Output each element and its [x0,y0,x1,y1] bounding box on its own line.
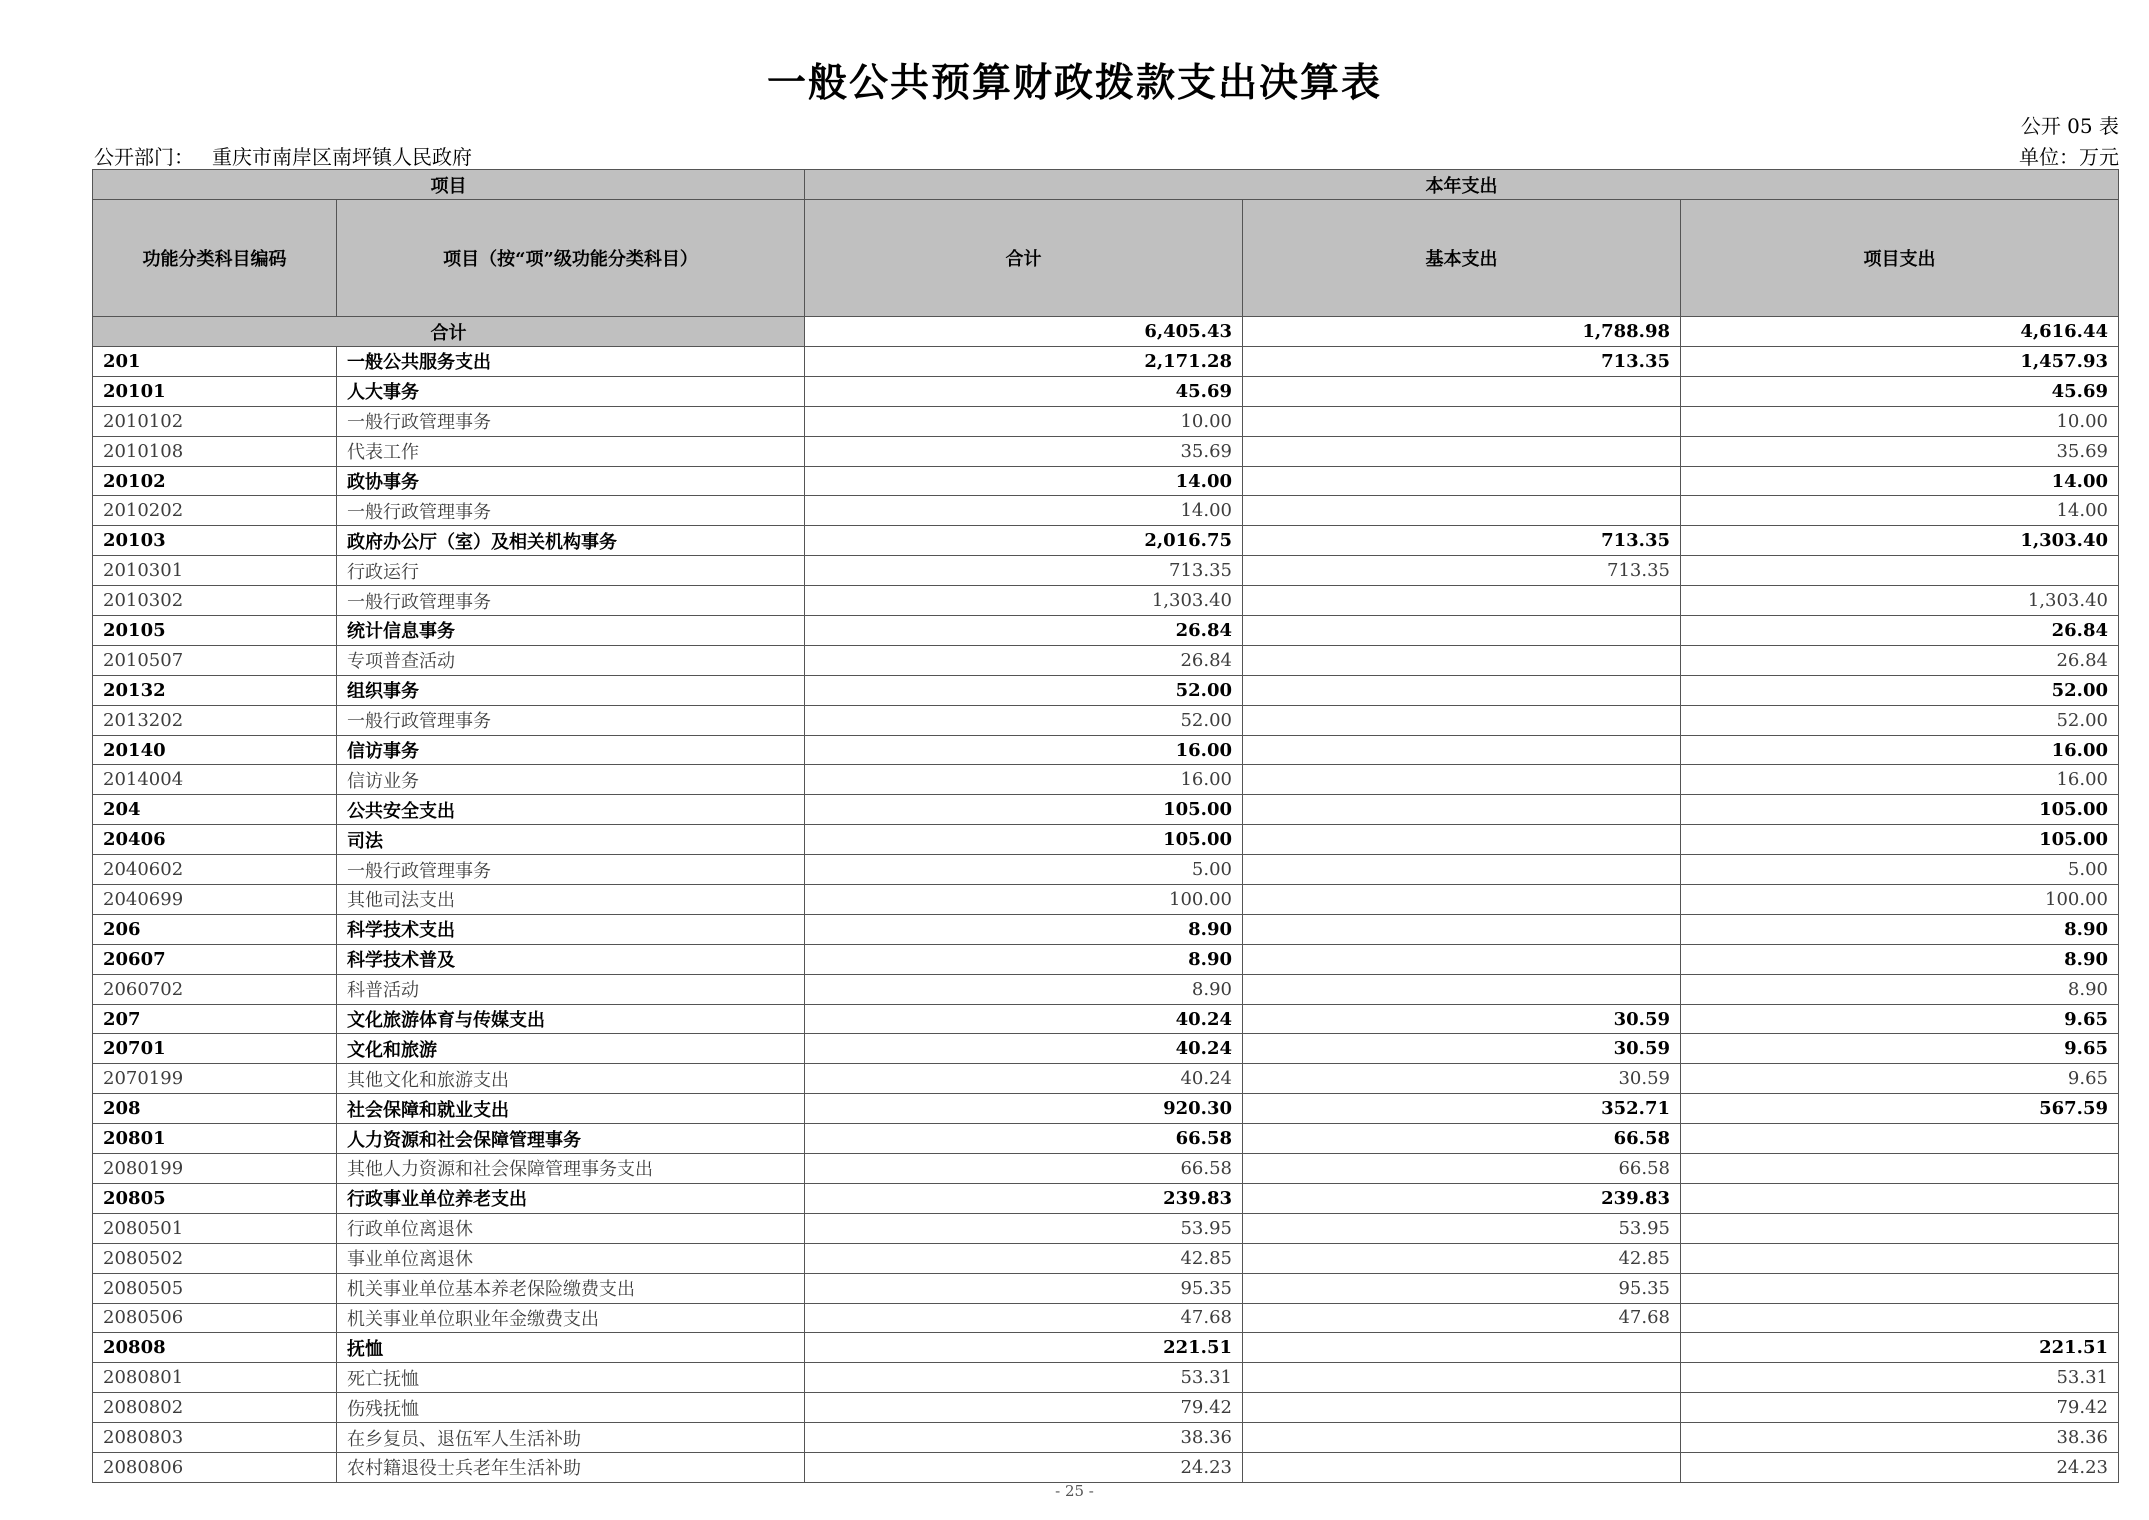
row-project: 105.00 [1681,825,2119,855]
row-name: 行政运行 [337,556,805,586]
row-project: 8.90 [1681,914,2119,944]
row-code: 20406 [93,825,337,855]
row-total: 26.84 [805,616,1243,646]
header-current-year-group: 本年支出 [805,170,2119,200]
row-name: 司法 [337,825,805,855]
row-name: 一般行政管理事务 [337,705,805,735]
row-name: 机关事业单位职业年金缴费支出 [337,1303,805,1333]
row-basic: 713.35 [1243,556,1681,586]
row-total: 105.00 [805,825,1243,855]
table-row [93,1273,2119,1303]
row-project: 1,303.40 [1681,586,2119,616]
row-basic [1243,645,1681,675]
table-row [93,914,2119,944]
table-row [93,705,2119,735]
row-code: 2080801 [93,1363,337,1393]
row-code: 20132 [93,675,337,705]
total-sum: 6,405.43 [805,317,1243,347]
row-total: 221.51 [805,1333,1243,1363]
row-name: 其他文化和旅游支出 [337,1064,805,1094]
table-row [93,556,2119,586]
header-name: 项目（按“项”级功能分类科目） [337,200,805,317]
row-code: 2010108 [93,436,337,466]
table-row [93,376,2119,406]
row-project: 105.00 [1681,795,2119,825]
row-total: 100.00 [805,885,1243,915]
unit-label: 单位：万元 [2019,145,2119,169]
row-project: 567.59 [1681,1094,2119,1124]
row-project: 10.00 [1681,406,2119,436]
row-total: 14.00 [805,466,1243,496]
row-total: 16.00 [805,765,1243,795]
row-project: 1,457.93 [1681,347,2119,377]
row-name: 科学技术支出 [337,914,805,944]
row-total: 45.69 [805,376,1243,406]
row-name: 伤残抚恤 [337,1393,805,1423]
row-total: 8.90 [805,914,1243,944]
row-basic [1243,376,1681,406]
row-project: 35.69 [1681,436,2119,466]
row-basic: 66.58 [1243,1154,1681,1184]
table-row [93,1243,2119,1273]
row-total: 713.35 [805,556,1243,586]
row-total: 40.24 [805,1034,1243,1064]
row-code: 2080806 [93,1452,337,1482]
table-row [93,1363,2119,1393]
row-project: 14.00 [1681,466,2119,496]
row-basic: 30.59 [1243,1004,1681,1034]
row-total: 40.24 [805,1004,1243,1034]
row-code: 2040602 [93,855,337,885]
table-row [93,616,2119,646]
table-row [93,1154,2119,1184]
header-total: 合计 [805,200,1243,317]
row-total: 95.35 [805,1273,1243,1303]
row-project: 9.65 [1681,1034,2119,1064]
row-project: 24.23 [1681,1452,2119,1482]
table-row [93,1124,2119,1154]
row-total: 52.00 [805,705,1243,735]
table-row [93,466,2119,496]
row-basic: 47.68 [1243,1303,1681,1333]
table-row [93,974,2119,1004]
table-row [93,855,2119,885]
row-code: 2080505 [93,1273,337,1303]
row-total: 14.00 [805,496,1243,526]
row-total: 53.31 [805,1363,1243,1393]
row-total: 38.36 [805,1423,1243,1453]
total-row [93,317,2119,347]
row-basic: 42.85 [1243,1243,1681,1273]
row-total: 16.00 [805,735,1243,765]
table-row [93,1004,2119,1034]
header-group-row [93,170,2119,200]
row-total: 42.85 [805,1243,1243,1273]
row-project: 14.00 [1681,496,2119,526]
row-total: 10.00 [805,406,1243,436]
row-name: 人大事务 [337,376,805,406]
row-name: 一般行政管理事务 [337,855,805,885]
row-code: 20103 [93,526,337,556]
row-total: 920.30 [805,1094,1243,1124]
row-basic [1243,974,1681,1004]
row-code: 204 [93,795,337,825]
row-basic [1243,855,1681,885]
row-basic: 239.83 [1243,1183,1681,1213]
row-project: 79.42 [1681,1393,2119,1423]
row-name: 政府办公厅（室）及相关机构事务 [337,526,805,556]
row-code: 2080199 [93,1154,337,1184]
row-total: 8.90 [805,974,1243,1004]
row-code: 2010102 [93,406,337,436]
row-name: 政协事务 [337,466,805,496]
row-total: 2,016.75 [805,526,1243,556]
row-code: 2010302 [93,586,337,616]
row-basic [1243,586,1681,616]
row-code: 2010301 [93,556,337,586]
row-name: 组织事务 [337,675,805,705]
row-basic: 95.35 [1243,1273,1681,1303]
row-total: 26.84 [805,645,1243,675]
row-project: 52.00 [1681,705,2119,735]
table-row [93,765,2119,795]
row-total: 66.58 [805,1124,1243,1154]
row-project: 8.90 [1681,944,2119,974]
row-basic: 53.95 [1243,1213,1681,1243]
page-title: 一般公共预算财政拨款支出决算表 [766,60,1382,106]
table-row [93,406,2119,436]
row-code: 2014004 [93,765,337,795]
row-basic [1243,1333,1681,1363]
row-total: 79.42 [805,1393,1243,1423]
row-project: 26.84 [1681,645,2119,675]
row-total: 1,303.40 [805,586,1243,616]
row-basic [1243,1452,1681,1482]
row-basic: 66.58 [1243,1124,1681,1154]
row-project: 9.65 [1681,1004,2119,1034]
row-project [1681,1303,2119,1333]
row-code: 208 [93,1094,337,1124]
table-row [93,526,2119,556]
row-name: 人力资源和社会保障管理事务 [337,1124,805,1154]
row-project: 52.00 [1681,675,2119,705]
row-name: 文化旅游体育与传媒支出 [337,1004,805,1034]
row-basic [1243,1393,1681,1423]
row-name: 信访业务 [337,765,805,795]
row-basic: 713.35 [1243,526,1681,556]
row-total: 47.68 [805,1303,1243,1333]
row-code: 2060702 [93,974,337,1004]
row-name: 行政单位离退休 [337,1213,805,1243]
row-total: 35.69 [805,436,1243,466]
row-total: 40.24 [805,1064,1243,1094]
row-project: 16.00 [1681,735,2119,765]
table-row [93,675,2119,705]
row-basic [1243,795,1681,825]
row-project [1681,1273,2119,1303]
row-basic [1243,436,1681,466]
row-basic [1243,1423,1681,1453]
table-number: 公开 05 表 [2020,114,2119,138]
header-code: 功能分类科目编码 [93,200,337,317]
row-name: 农村籍退役士兵老年生活补助 [337,1452,805,1482]
table-row [93,1333,2119,1363]
row-name: 文化和旅游 [337,1034,805,1064]
row-code: 206 [93,914,337,944]
row-basic [1243,466,1681,496]
row-project [1681,1213,2119,1243]
row-project [1681,1154,2119,1184]
row-total: 24.23 [805,1452,1243,1482]
table-row [93,944,2119,974]
row-name: 在乡复员、退伍军人生活补助 [337,1423,805,1453]
row-project: 38.36 [1681,1423,2119,1453]
row-name: 行政事业单位养老支出 [337,1183,805,1213]
row-name: 一般行政管理事务 [337,496,805,526]
row-project [1681,1183,2119,1213]
table-row [93,1094,2119,1124]
row-project: 1,303.40 [1681,526,2119,556]
header-column-row [93,200,2119,317]
row-total: 239.83 [805,1183,1243,1213]
row-basic: 30.59 [1243,1034,1681,1064]
table-row [93,735,2119,765]
row-total: 66.58 [805,1154,1243,1184]
row-name: 其他人力资源和社会保障管理事务支出 [337,1154,805,1184]
row-name: 代表工作 [337,436,805,466]
row-name: 社会保障和就业支出 [337,1094,805,1124]
table-row [93,1213,2119,1243]
row-project [1681,1124,2119,1154]
row-code: 2080506 [93,1303,337,1333]
table-row [93,1183,2119,1213]
row-total: 2,171.28 [805,347,1243,377]
row-code: 2010202 [93,496,337,526]
row-code: 2080802 [93,1393,337,1423]
row-basic [1243,1363,1681,1393]
table-row [93,1423,2119,1453]
row-basic: 713.35 [1243,347,1681,377]
row-name: 专项普查活动 [337,645,805,675]
table-row [93,645,2119,675]
row-basic [1243,675,1681,705]
table-row [93,795,2119,825]
total-project: 4,616.44 [1681,317,2119,347]
table-row [93,586,2119,616]
row-code: 2040699 [93,885,337,915]
row-project: 5.00 [1681,855,2119,885]
table-row [93,1303,2119,1333]
row-code: 201 [93,347,337,377]
row-name: 一般行政管理事务 [337,406,805,436]
row-total: 8.90 [805,944,1243,974]
row-name: 科普活动 [337,974,805,1004]
row-total: 53.95 [805,1213,1243,1243]
department-line [94,141,472,170]
row-basic [1243,406,1681,436]
row-code: 2080803 [93,1423,337,1453]
row-project: 221.51 [1681,1333,2119,1363]
total-label: 合计 [93,317,805,347]
table-row [93,825,2119,855]
row-name: 一般公共服务支出 [337,347,805,377]
row-code: 20140 [93,735,337,765]
row-basic [1243,825,1681,855]
budget-table [92,169,2119,1483]
department-label: 公开部门： [94,145,194,169]
row-project: 53.31 [1681,1363,2119,1393]
row-basic [1243,885,1681,915]
row-name: 统计信息事务 [337,616,805,646]
row-project: 100.00 [1681,885,2119,915]
row-code: 20808 [93,1333,337,1363]
row-total: 5.00 [805,855,1243,885]
row-basic: 30.59 [1243,1064,1681,1094]
table-row [93,1064,2119,1094]
total-basic: 1,788.98 [1243,317,1681,347]
page-number: - 25 - [1055,1482,1094,1500]
row-code: 20101 [93,376,337,406]
row-name: 其他司法支出 [337,885,805,915]
row-project: 16.00 [1681,765,2119,795]
row-code: 20102 [93,466,337,496]
row-name: 事业单位离退休 [337,1243,805,1273]
row-total: 52.00 [805,675,1243,705]
header-project-group: 项目 [93,170,805,200]
table-row [93,1393,2119,1423]
row-name: 机关事业单位基本养老保险缴费支出 [337,1273,805,1303]
row-basic [1243,765,1681,795]
row-basic: 352.71 [1243,1094,1681,1124]
table-row [93,496,2119,526]
table-row [93,885,2119,915]
table-row [93,347,2119,377]
row-project: 8.90 [1681,974,2119,1004]
row-code: 20105 [93,616,337,646]
table-row [93,436,2119,466]
header-basic: 基本支出 [1243,200,1681,317]
row-basic [1243,616,1681,646]
row-name: 死亡抚恤 [337,1363,805,1393]
row-code: 207 [93,1004,337,1034]
row-name: 一般行政管理事务 [337,586,805,616]
row-project: 45.69 [1681,376,2119,406]
department-name: 重庆市南岸区南坪镇人民政府 [212,145,472,169]
row-project: 26.84 [1681,616,2119,646]
row-code: 2070199 [93,1064,337,1094]
row-project [1681,556,2119,586]
row-basic [1243,705,1681,735]
row-code: 20607 [93,944,337,974]
row-basic [1243,914,1681,944]
row-name: 科学技术普及 [337,944,805,974]
row-basic [1243,496,1681,526]
row-code: 20701 [93,1034,337,1064]
row-name: 抚恤 [337,1333,805,1363]
header-project: 项目支出 [1681,200,2119,317]
row-code: 2010507 [93,645,337,675]
row-name: 公共安全支出 [337,795,805,825]
row-name: 信访事务 [337,735,805,765]
row-code: 20801 [93,1124,337,1154]
row-basic [1243,735,1681,765]
row-total: 105.00 [805,795,1243,825]
row-project: 9.65 [1681,1064,2119,1094]
row-code: 2080502 [93,1243,337,1273]
table-row [93,1034,2119,1064]
table-body [93,347,2119,1483]
row-project [1681,1243,2119,1273]
table-row [93,1452,2119,1482]
row-code: 2080501 [93,1213,337,1243]
row-code: 2013202 [93,705,337,735]
row-basic [1243,944,1681,974]
row-code: 20805 [93,1183,337,1213]
